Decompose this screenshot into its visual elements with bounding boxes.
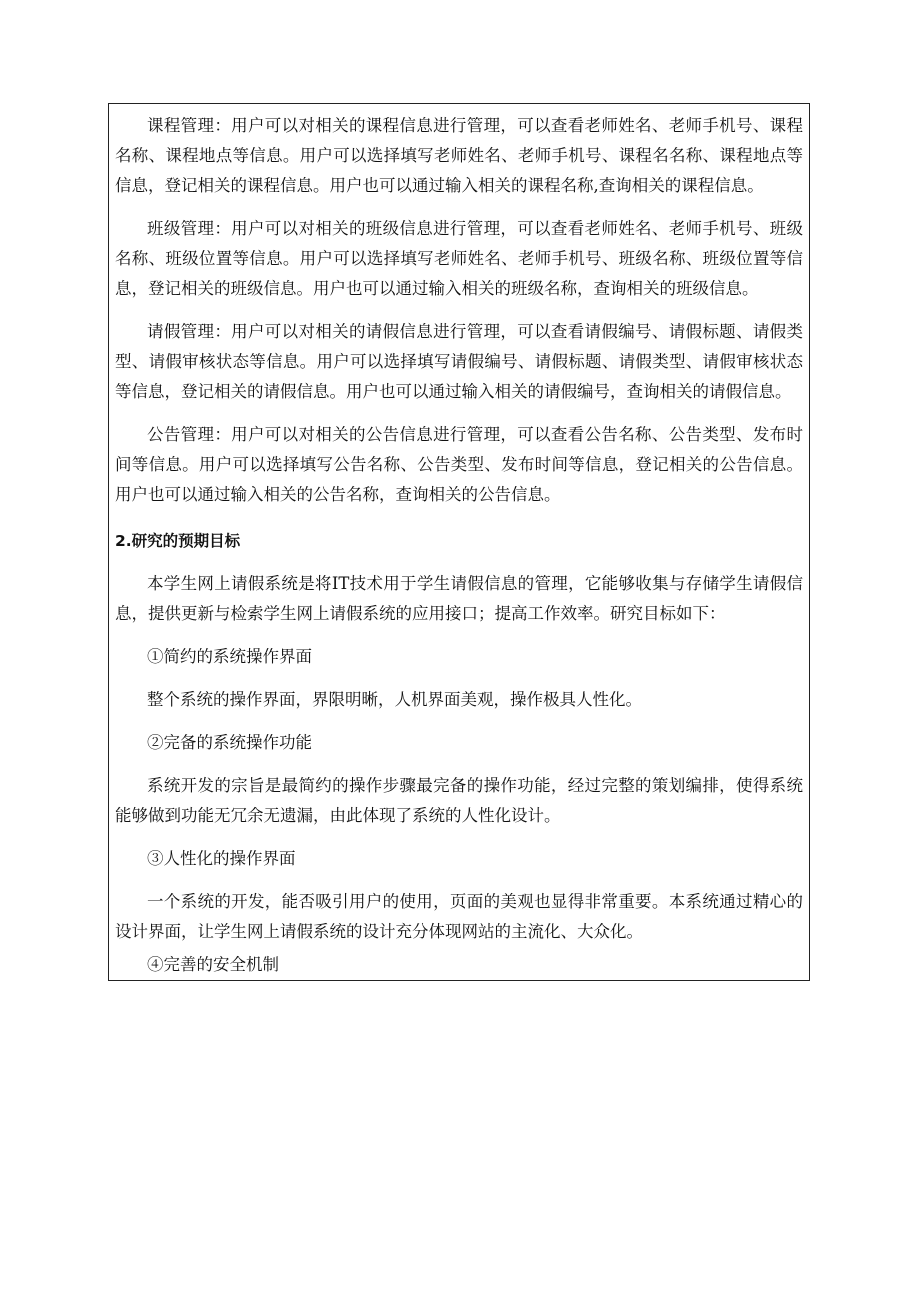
intro-line-1: 本学生网上请假系统是将IT技术用于学生请假信息的管理，它能够收集与存储学生请假信	[147, 574, 803, 593]
goal-1-line-1: 整个系统的操作界面，界限明晰，人机界面美观，操作极具人性化。	[147, 690, 642, 709]
course-management-line-3: 信息，登记相关的课程信息。用户也可以通过输入相关的课程名称,查询相关的课程信息。	[115, 176, 764, 195]
goal-4-title: ④完善的安全机制	[147, 955, 279, 974]
goal-3-line-2: 设计界面，让学生网上请假系统的设计充分体现网站的主流化、大众化。	[115, 922, 643, 941]
goal-2-title: ②完备的系统操作功能	[147, 733, 312, 752]
goal-3-line-1: 一个系统的开发，能否吸引用户的使用，页面的美观也显得非常重要。本系统通过精心的	[147, 892, 803, 911]
goal-2-line-2: 能够做到功能无冗余无遗漏，由此体现了系统的人性化设计。	[115, 806, 561, 825]
course-management-line-1: 课程管理：用户可以对相关的课程信息进行管理，可以查看老师姓名、老师手机号、课程	[147, 116, 803, 135]
class-management-line-1: 班级管理：用户可以对相关的班级信息进行管理，可以查看老师姓名、老师手机号、班级	[147, 219, 803, 238]
notice-management-line-2: 间等信息。用户可以选择填写公告名称、公告类型、发布时间等信息，登记相关的公告信息。	[115, 455, 803, 474]
goal-2-line-1: 系统开发的宗旨是最简约的操作步骤最完备的操作功能，经过完整的策划编排，使得系统	[147, 776, 803, 795]
intro-line-2: 息，提供更新与检索学生网上请假系统的应用接口；提高工作效率。研究目标如下：	[115, 604, 726, 623]
notice-management-line-1: 公告管理：用户可以对相关的公告信息进行管理，可以查看公告名称、公告类型、发布时	[147, 425, 803, 444]
document-table-cell	[108, 103, 810, 981]
class-management-line-3: 息，登记相关的班级信息。用户也可以通过输入相关的班级名称，查询相关的班级信息。	[115, 279, 759, 298]
section-heading: 2.研究的预期目标	[115, 532, 241, 550]
class-management-line-2: 名称、班级位置等信息。用户可以选择填写老师姓名、老师手机号、班级名称、班级位置等信	[115, 249, 803, 268]
goal-3-title: ③人性化的操作界面	[147, 849, 296, 868]
leave-management-line-1: 请假管理：用户可以对相关的请假信息进行管理，可以查看请假编号、请假标题、请假类	[147, 322, 803, 341]
leave-management-line-2: 型、请假审核状态等信息。用户可以选择填写请假编号、请假标题、请假类型、请假审核状态	[115, 352, 803, 371]
notice-management-line-3: 用户也可以通过输入相关的公告名称，查询相关的公告信息。	[115, 485, 561, 504]
goal-1-title: ①简约的系统操作界面	[147, 647, 312, 666]
course-management-line-2: 名称、课程地点等信息。用户可以选择填写老师姓名、老师手机号、课程名名称、课程地点等	[115, 146, 803, 165]
leave-management-line-3: 等信息，登记相关的请假信息。用户也可以通过输入相关的请假编号，查询相关的请假信息。	[115, 382, 792, 401]
